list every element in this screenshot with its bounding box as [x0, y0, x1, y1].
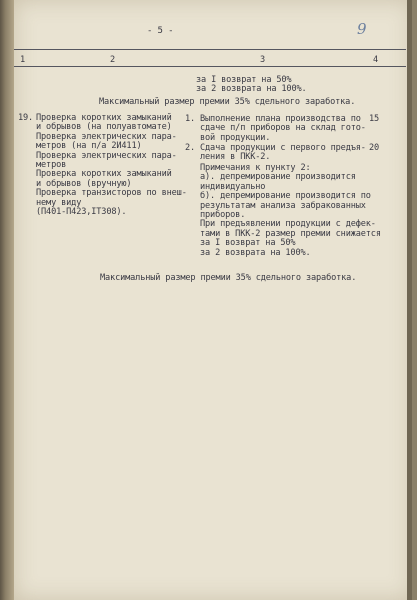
item-19-line: метров: [36, 160, 67, 171]
item-19-line: Проверка транзисторов по внеш-: [36, 188, 187, 199]
item-19-line: Проверка коротких замыканий: [36, 169, 172, 180]
item-19-line: (П401-П423,IТ308).: [36, 207, 127, 218]
item-19-line: метров (на п/а 2И411): [36, 141, 142, 152]
note-line: При предъявлении продукции с дефек-: [200, 219, 376, 230]
note-line: результатам анализа забракованных: [200, 200, 366, 211]
condition-1-text: [200, 115, 366, 143]
condition-2-number: 2.: [185, 143, 196, 153]
condition-2-percent: 20: [369, 143, 380, 153]
max-bonus-line-1: Максимальный размер премии 35% сдельного заработка.: [99, 97, 356, 107]
item-19-description: [36, 114, 187, 217]
note-line: б). депремирование производится по: [200, 191, 371, 202]
item-19-line: нему виду: [36, 197, 82, 208]
condition-1-number: 1.: [185, 114, 196, 124]
item-19-number: 19.: [18, 113, 34, 123]
condition-1-percent: 15: [369, 114, 380, 124]
column-number-1: 1: [20, 55, 26, 65]
condition-2-line: ления в ПКК-2.: [200, 152, 271, 163]
binding-edge: [0, 0, 14, 600]
continuation-line-1: за I возврат на 50%: [196, 75, 292, 85]
column-number-3: 3: [260, 55, 266, 65]
note-line: Примечания к пункту 2:: [200, 163, 311, 173]
note-line: а). депремирование производится: [200, 172, 356, 183]
item-19-line: Проверка электрических пара-: [36, 150, 177, 161]
page-right-edge: [407, 0, 412, 600]
item-19-line: и обрывов (на полуавтомате): [36, 122, 172, 133]
note-line: за 2 возврата на 100%.: [200, 247, 311, 258]
continuation-line-2: за 2 возврата на 100%.: [196, 84, 307, 94]
condition-2-line: Сдача продукции с первого предъя-: [200, 143, 366, 153]
note-line: индивидуально: [200, 181, 266, 192]
condition-2-notes: [200, 164, 381, 258]
item-19-line: и обрывов (вручную): [36, 178, 132, 189]
document-page: [14, 0, 412, 600]
page-number: - 5 -: [147, 26, 174, 36]
condition-1-line: сдаче п/п приборов на склад гото-: [200, 123, 366, 134]
condition-2-text: [200, 144, 366, 163]
column-number-4: 4: [373, 55, 379, 65]
condition-1-line: Выполнение плана производства по: [200, 114, 361, 124]
note-line: за I возврат на 50%: [200, 238, 296, 249]
note-line: тами в ПКК-2 размер премии снижается: [200, 228, 381, 239]
max-bonus-line-2: Максимальный размер премии 35% сдельного заработка.: [100, 273, 357, 283]
header-rule-bottom: [14, 66, 406, 67]
item-19-line: Проверка электрических пара-: [36, 131, 177, 142]
condition-1-line: вой продукции.: [200, 132, 271, 143]
note-line: приборов.: [200, 210, 246, 221]
column-number-2: 2: [110, 55, 116, 65]
handwritten-page-mark: 9: [357, 20, 367, 38]
header-rule-top: [14, 49, 406, 50]
item-19-line: Проверка коротких замыканий: [36, 113, 172, 123]
